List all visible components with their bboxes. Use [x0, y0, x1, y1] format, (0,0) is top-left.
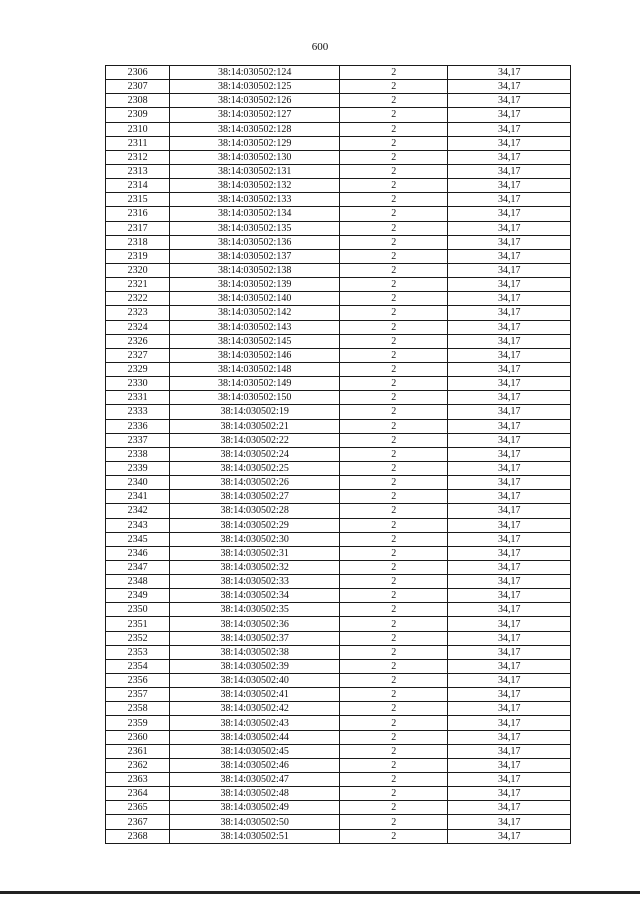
quantity-cell: 2 [339, 716, 447, 730]
row-number-cell: 2349 [106, 589, 170, 603]
quantity-cell: 2 [339, 560, 447, 574]
table-row [106, 348, 571, 362]
row-number-cell: 2341 [106, 490, 170, 504]
quantity-cell: 2 [339, 433, 447, 447]
cadastral-number-cell: 38:14:030502:48 [170, 787, 340, 801]
row-number-cell: 2354 [106, 659, 170, 673]
cadastral-number-cell: 38:14:030502:44 [170, 730, 340, 744]
quantity-cell: 2 [339, 362, 447, 376]
quantity-cell: 2 [339, 207, 447, 221]
quantity-cell: 2 [339, 730, 447, 744]
table-row [106, 122, 571, 136]
cadastral-number-cell: 38:14:030502:134 [170, 207, 340, 221]
table-row [106, 108, 571, 122]
cadastral-number-cell: 38:14:030502:131 [170, 164, 340, 178]
value-cell: 34,17 [448, 433, 571, 447]
table-row [106, 688, 571, 702]
value-cell: 34,17 [448, 730, 571, 744]
row-number-cell: 2331 [106, 391, 170, 405]
quantity-cell: 2 [339, 377, 447, 391]
cadastral-number-cell: 38:14:030502:32 [170, 560, 340, 574]
cadastral-number-cell: 38:14:030502:24 [170, 447, 340, 461]
value-cell: 34,17 [448, 674, 571, 688]
value-cell: 34,17 [448, 122, 571, 136]
cadastral-number-cell: 38:14:030502:149 [170, 377, 340, 391]
quantity-cell: 2 [339, 136, 447, 150]
table-row [106, 589, 571, 603]
quantity-cell: 2 [339, 631, 447, 645]
quantity-cell: 2 [339, 419, 447, 433]
value-cell: 34,17 [448, 688, 571, 702]
quantity-cell: 2 [339, 490, 447, 504]
row-number-cell: 2313 [106, 164, 170, 178]
table-row [106, 207, 571, 221]
cadastral-number-cell: 38:14:030502:19 [170, 405, 340, 419]
row-number-cell: 2358 [106, 702, 170, 716]
value-cell: 34,17 [448, 405, 571, 419]
quantity-cell: 2 [339, 603, 447, 617]
value-cell: 34,17 [448, 659, 571, 673]
cadastral-number-cell: 38:14:030502:137 [170, 249, 340, 263]
value-cell: 34,17 [448, 108, 571, 122]
table-row [106, 433, 571, 447]
quantity-cell: 2 [339, 193, 447, 207]
value-cell: 34,17 [448, 702, 571, 716]
row-number-cell: 2327 [106, 348, 170, 362]
table-row [106, 829, 571, 843]
value-cell: 34,17 [448, 744, 571, 758]
page-number: 600 [311, 41, 329, 53]
row-number-cell: 2339 [106, 461, 170, 475]
cadastral-number-cell: 38:14:030502:27 [170, 490, 340, 504]
table-row [106, 419, 571, 433]
table-row [106, 787, 571, 801]
table-row [106, 518, 571, 532]
cadastral-number-cell: 38:14:030502:136 [170, 235, 340, 249]
cadastral-number-cell: 38:14:030502:28 [170, 504, 340, 518]
value-cell: 34,17 [448, 80, 571, 94]
row-number-cell: 2309 [106, 108, 170, 122]
cadastral-number-cell: 38:14:030502:47 [170, 773, 340, 787]
table-row [106, 249, 571, 263]
quantity-cell: 2 [339, 292, 447, 306]
quantity-cell: 2 [339, 221, 447, 235]
quantity-cell: 2 [339, 476, 447, 490]
cadastral-number-cell: 38:14:030502:29 [170, 518, 340, 532]
quantity-cell: 2 [339, 405, 447, 419]
row-number-cell: 2319 [106, 249, 170, 263]
cadastral-number-cell: 38:14:030502:51 [170, 829, 340, 843]
cadastral-number-cell: 38:14:030502:127 [170, 108, 340, 122]
row-number-cell: 2347 [106, 560, 170, 574]
table-row [106, 391, 571, 405]
table-row [106, 631, 571, 645]
cadastral-number-cell: 38:14:030502:142 [170, 306, 340, 320]
table-row [106, 645, 571, 659]
row-number-cell: 2317 [106, 221, 170, 235]
row-number-cell: 2306 [106, 66, 170, 80]
row-number-cell: 2365 [106, 801, 170, 815]
row-number-cell: 2336 [106, 419, 170, 433]
quantity-cell: 2 [339, 815, 447, 829]
value-cell: 34,17 [448, 263, 571, 277]
table-row [106, 659, 571, 673]
row-number-cell: 2312 [106, 150, 170, 164]
table-row [106, 603, 571, 617]
quantity-cell: 2 [339, 80, 447, 94]
value-cell: 34,17 [448, 617, 571, 631]
value-cell: 34,17 [448, 221, 571, 235]
row-number-cell: 2345 [106, 532, 170, 546]
value-cell: 34,17 [448, 603, 571, 617]
cadastral-number-cell: 38:14:030502:45 [170, 744, 340, 758]
cadastral-number-cell: 38:14:030502:36 [170, 617, 340, 631]
table-row [106, 476, 571, 490]
cadastral-number-cell: 38:14:030502:140 [170, 292, 340, 306]
row-number-cell: 2337 [106, 433, 170, 447]
table-row [106, 179, 571, 193]
cadastral-number-cell: 38:14:030502:26 [170, 476, 340, 490]
cadastral-number-cell: 38:14:030502:31 [170, 546, 340, 560]
quantity-cell: 2 [339, 122, 447, 136]
table-row [106, 235, 571, 249]
cadastral-number-cell: 38:14:030502:49 [170, 801, 340, 815]
table-row [106, 815, 571, 829]
cadastral-number-cell: 38:14:030502:21 [170, 419, 340, 433]
quantity-cell: 2 [339, 801, 447, 815]
cadastral-number-cell: 38:14:030502:41 [170, 688, 340, 702]
cadastral-number-cell: 38:14:030502:135 [170, 221, 340, 235]
table-row [106, 377, 571, 391]
value-cell: 34,17 [448, 235, 571, 249]
value-cell: 34,17 [448, 560, 571, 574]
cadastral-number-cell: 38:14:030502:43 [170, 716, 340, 730]
cadastral-number-cell: 38:14:030502:139 [170, 278, 340, 292]
value-cell: 34,17 [448, 504, 571, 518]
quantity-cell: 2 [339, 575, 447, 589]
value-cell: 34,17 [448, 447, 571, 461]
quantity-cell: 2 [339, 532, 447, 546]
value-cell: 34,17 [448, 829, 571, 843]
table-row [106, 150, 571, 164]
row-number-cell: 2353 [106, 645, 170, 659]
cadastral-number-cell: 38:14:030502:39 [170, 659, 340, 673]
row-number-cell: 2320 [106, 263, 170, 277]
value-cell: 34,17 [448, 164, 571, 178]
cadastral-number-cell: 38:14:030502:30 [170, 532, 340, 546]
row-number-cell: 2326 [106, 334, 170, 348]
value-cell: 34,17 [448, 193, 571, 207]
row-number-cell: 2333 [106, 405, 170, 419]
value-cell: 34,17 [448, 575, 571, 589]
value-cell: 34,17 [448, 150, 571, 164]
quantity-cell: 2 [339, 108, 447, 122]
row-number-cell: 2316 [106, 207, 170, 221]
quantity-cell: 2 [339, 334, 447, 348]
table-row [106, 292, 571, 306]
quantity-cell: 2 [339, 391, 447, 405]
table-row [106, 334, 571, 348]
table-row [106, 461, 571, 475]
cadastral-number-cell: 38:14:030502:150 [170, 391, 340, 405]
row-number-cell: 2352 [106, 631, 170, 645]
cadastral-number-cell: 38:14:030502:37 [170, 631, 340, 645]
table-row [106, 617, 571, 631]
table-row [106, 674, 571, 688]
row-number-cell: 2343 [106, 518, 170, 532]
cadastral-number-cell: 38:14:030502:148 [170, 362, 340, 376]
quantity-cell: 2 [339, 744, 447, 758]
table-row [106, 575, 571, 589]
row-number-cell: 2308 [106, 94, 170, 108]
table-row [106, 730, 571, 744]
table-row [106, 504, 571, 518]
quantity-cell: 2 [339, 249, 447, 263]
value-cell: 34,17 [448, 589, 571, 603]
table-row [106, 744, 571, 758]
cadastral-number-cell: 38:14:030502:22 [170, 433, 340, 447]
cadastral-number-cell: 38:14:030502:38 [170, 645, 340, 659]
table-row [106, 758, 571, 772]
cadastral-number-cell: 38:14:030502:132 [170, 179, 340, 193]
quantity-cell: 2 [339, 263, 447, 277]
table-row [106, 136, 571, 150]
value-cell: 34,17 [448, 278, 571, 292]
table-row [106, 702, 571, 716]
value-cell: 34,17 [448, 631, 571, 645]
cadastral-number-cell: 38:14:030502:146 [170, 348, 340, 362]
row-number-cell: 2364 [106, 787, 170, 801]
value-cell: 34,17 [448, 334, 571, 348]
quantity-cell: 2 [339, 758, 447, 772]
quantity-cell: 2 [339, 702, 447, 716]
table-row [106, 94, 571, 108]
quantity-cell: 2 [339, 447, 447, 461]
quantity-cell: 2 [339, 546, 447, 560]
cadastral-number-cell: 38:14:030502:138 [170, 263, 340, 277]
value-cell: 34,17 [448, 476, 571, 490]
row-number-cell: 2321 [106, 278, 170, 292]
value-cell: 34,17 [448, 377, 571, 391]
row-number-cell: 2359 [106, 716, 170, 730]
table-row [106, 278, 571, 292]
quantity-cell: 2 [339, 617, 447, 631]
cadastral-number-cell: 38:14:030502:145 [170, 334, 340, 348]
table-row [106, 362, 571, 376]
quantity-cell: 2 [339, 688, 447, 702]
row-number-cell: 2318 [106, 235, 170, 249]
row-number-cell: 2351 [106, 617, 170, 631]
value-cell: 34,17 [448, 136, 571, 150]
value-cell: 34,17 [448, 518, 571, 532]
quantity-cell: 2 [339, 829, 447, 843]
quantity-cell: 2 [339, 235, 447, 249]
row-number-cell: 2324 [106, 320, 170, 334]
value-cell: 34,17 [448, 716, 571, 730]
row-number-cell: 2346 [106, 546, 170, 560]
row-number-cell: 2356 [106, 674, 170, 688]
quantity-cell: 2 [339, 66, 447, 80]
value-cell: 34,17 [448, 292, 571, 306]
row-number-cell: 2357 [106, 688, 170, 702]
register-table [105, 65, 571, 844]
quantity-cell: 2 [339, 150, 447, 164]
table-row [106, 80, 571, 94]
table-row [106, 306, 571, 320]
quantity-cell: 2 [339, 773, 447, 787]
value-cell: 34,17 [448, 801, 571, 815]
table-row [106, 716, 571, 730]
row-number-cell: 2348 [106, 575, 170, 589]
cadastral-number-cell: 38:14:030502:40 [170, 674, 340, 688]
cadastral-number-cell: 38:14:030502:35 [170, 603, 340, 617]
quantity-cell: 2 [339, 659, 447, 673]
value-cell: 34,17 [448, 490, 571, 504]
cadastral-number-cell: 38:14:030502:124 [170, 66, 340, 80]
quantity-cell: 2 [339, 674, 447, 688]
row-number-cell: 2362 [106, 758, 170, 772]
cadastral-number-cell: 38:14:030502:129 [170, 136, 340, 150]
cadastral-number-cell: 38:14:030502:128 [170, 122, 340, 136]
table-row [106, 560, 571, 574]
row-number-cell: 2350 [106, 603, 170, 617]
row-number-cell: 2323 [106, 306, 170, 320]
value-cell: 34,17 [448, 461, 571, 475]
quantity-cell: 2 [339, 645, 447, 659]
table-row [106, 66, 571, 80]
table-row [106, 263, 571, 277]
value-cell: 34,17 [448, 362, 571, 376]
quantity-cell: 2 [339, 164, 447, 178]
quantity-cell: 2 [339, 504, 447, 518]
row-number-cell: 2311 [106, 136, 170, 150]
cadastral-number-cell: 38:14:030502:34 [170, 589, 340, 603]
row-number-cell: 2368 [106, 829, 170, 843]
value-cell: 34,17 [448, 758, 571, 772]
row-number-cell: 2342 [106, 504, 170, 518]
cadastral-number-cell: 38:14:030502:25 [170, 461, 340, 475]
quantity-cell: 2 [339, 461, 447, 475]
value-cell: 34,17 [448, 419, 571, 433]
value-cell: 34,17 [448, 391, 571, 405]
table-row [106, 532, 571, 546]
row-number-cell: 2340 [106, 476, 170, 490]
value-cell: 34,17 [448, 320, 571, 334]
table-row [106, 490, 571, 504]
value-cell: 34,17 [448, 179, 571, 193]
cadastral-number-cell: 38:14:030502:143 [170, 320, 340, 334]
row-number-cell: 2314 [106, 179, 170, 193]
table-row [106, 546, 571, 560]
row-number-cell: 2310 [106, 122, 170, 136]
quantity-cell: 2 [339, 589, 447, 603]
quantity-cell: 2 [339, 348, 447, 362]
table-row [106, 773, 571, 787]
row-number-cell: 2360 [106, 730, 170, 744]
quantity-cell: 2 [339, 320, 447, 334]
quantity-cell: 2 [339, 518, 447, 532]
row-number-cell: 2338 [106, 447, 170, 461]
cadastral-number-cell: 38:14:030502:126 [170, 94, 340, 108]
register-table-body [106, 66, 571, 844]
row-number-cell: 2322 [106, 292, 170, 306]
quantity-cell: 2 [339, 179, 447, 193]
table-row [106, 801, 571, 815]
quantity-cell: 2 [339, 94, 447, 108]
row-number-cell: 2329 [106, 362, 170, 376]
value-cell: 34,17 [448, 249, 571, 263]
table-row [106, 320, 571, 334]
cadastral-number-cell: 38:14:030502:50 [170, 815, 340, 829]
table-row [106, 447, 571, 461]
value-cell: 34,17 [448, 306, 571, 320]
cadastral-number-cell: 38:14:030502:133 [170, 193, 340, 207]
cadastral-number-cell: 38:14:030502:130 [170, 150, 340, 164]
row-number-cell: 2363 [106, 773, 170, 787]
quantity-cell: 2 [339, 306, 447, 320]
value-cell: 34,17 [448, 773, 571, 787]
table-row [106, 164, 571, 178]
value-cell: 34,17 [448, 348, 571, 362]
row-number-cell: 2361 [106, 744, 170, 758]
value-cell: 34,17 [448, 645, 571, 659]
value-cell: 34,17 [448, 207, 571, 221]
value-cell: 34,17 [448, 787, 571, 801]
value-cell: 34,17 [448, 532, 571, 546]
value-cell: 34,17 [448, 94, 571, 108]
value-cell: 34,17 [448, 546, 571, 560]
cadastral-number-cell: 38:14:030502:46 [170, 758, 340, 772]
value-cell: 34,17 [448, 815, 571, 829]
table-row [106, 193, 571, 207]
scan-bottom-edge [0, 891, 640, 894]
quantity-cell: 2 [339, 787, 447, 801]
row-number-cell: 2315 [106, 193, 170, 207]
quantity-cell: 2 [339, 278, 447, 292]
row-number-cell: 2367 [106, 815, 170, 829]
cadastral-number-cell: 38:14:030502:42 [170, 702, 340, 716]
row-number-cell: 2330 [106, 377, 170, 391]
row-number-cell: 2307 [106, 80, 170, 94]
table-row [106, 221, 571, 235]
cadastral-number-cell: 38:14:030502:33 [170, 575, 340, 589]
cadastral-number-cell: 38:14:030502:125 [170, 80, 340, 94]
value-cell: 34,17 [448, 66, 571, 80]
table-row [106, 405, 571, 419]
